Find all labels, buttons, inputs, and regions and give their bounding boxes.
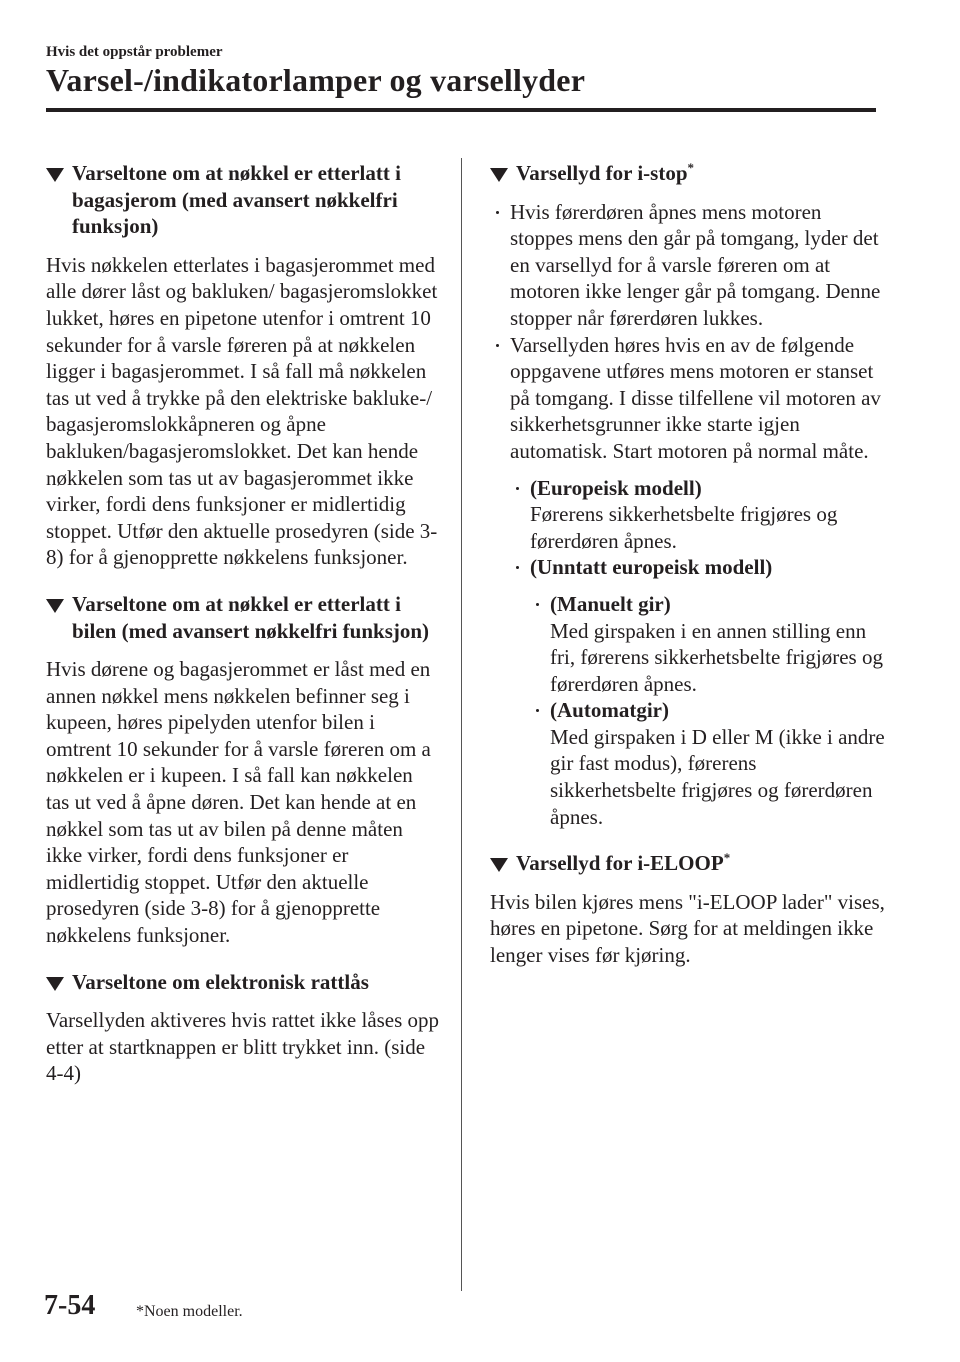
bullet-icon [516, 566, 519, 569]
footnote: *Noen modeller. [136, 1303, 243, 1320]
heading-key-left-in-car: Varseltone om at nøkkel er etterlatt i bilen (med avansert nøkkelfri funksjon) [46, 591, 441, 644]
footnote-mark: * [723, 850, 731, 866]
text-key-left-in-car: Hvis dørene og bagasjerommet er låst med en annen nøkkel mens nøkkelen befinner seg i kupeen, høres pipelyden utenfor bilen i omtrent 10 sekunder for å varsle føreren om a nøkkelen er i kupeen. I så fall kan nøkkelen tas ut ved å åpne døren. Det kan hende at en nøkkel som tas ut av bilen på denne måten ikke virker, fordi dens funksjoner er midlertidig stoppet. Utfør den aktuelle prosedyren (side 3-8) for å gjenopprette nøkkelens funksjoner. [46, 657, 431, 948]
i-stop-list [490, 199, 885, 465]
page-title: Varsel-/indikatorlamper og varsellyder [46, 62, 586, 98]
i-stop-sublist [510, 475, 885, 581]
list-item: Hvis førerdøren åpnes mens motoren stoppes mens den går på tomgang, lyder det en varsellyd for å varsle føreren om at motoren ikke lenger går på tomgang. Denne stopper når førerdøren lukkes. [490, 199, 885, 332]
bullet-icon [536, 709, 539, 712]
text-i-eloop: Hvis bilen kjøres mens "i-ELOOP lader" vises, høres en pipetone. Sørg for at meldingen ikke lenger vises før kjøring. [490, 889, 885, 968]
text-steering-lock: Varsellyden aktiveres hvis rattet ikke låses opp etter at startknappen er blitt trykket inn. (side 4-4) [46, 1008, 440, 1086]
heading-i-stop: Varsellyd for i-stop* [490, 160, 885, 187]
list-item: Varsellyden høres hvis en av de følgende oppgavene utføres mens motoren er stanset på tomgang. I disse tilfellene vil motoren av sikkerhetsgrunner ikke starte igjen automatisk. Start motoren på normal måte. [490, 332, 885, 465]
triangle-icon [490, 168, 508, 182]
list-item: (Unntatt europeisk modell) [510, 554, 885, 581]
bullet-icon [496, 211, 499, 214]
transmission-sublist [530, 591, 885, 830]
footnote-mark: * [687, 160, 695, 175]
list-item: (Manuelt gir) Med girspaken i en annen stilling enn fri, førerens sikkerhetsbelte frigjøres og førerdøren åpnes. [530, 591, 885, 697]
heading-key-left-in-trunk: Varseltone om at nøkkel er etterlatt i bagasjerom (med avansert nøkkelfri funksjon) [46, 160, 441, 240]
bullet-icon [516, 487, 519, 490]
section-kicker: Hvis det oppstår problemer [46, 44, 223, 60]
left-column [46, 160, 441, 1087]
bullet-icon [536, 603, 539, 606]
list-item: (Europeisk modell) Førerens sikkerhetsbelte frigjøres og førerdøren åpnes. [510, 475, 885, 555]
column-divider [461, 158, 462, 1291]
heading-i-eloop: Varsellyd for i-ELOOP* [490, 850, 885, 877]
text-key-left-in-trunk: Hvis nøkkelen etterlates i bagasjerommet med alle dører låst og bakluken/ bagasjeromslokket lukket, høres en pipetone utenfor i omtrent 10 sekunder for å varsle føreren på at nøkkelen ligger i bagasjerommet. I så fall må nøkkelen tas ut ved å trykke på den elektriske bakluke-/ bagasjeromslokkåpneren og åpne bakluken/bagasjeromslokket. Det kan hende nøkkelen som tas ut av bagasjerommet ikke virker, fordi dens funksjoner er midlertidig stoppet. Utfør den aktuelle prosedyren (side 3-8) for å gjenopprette nøkkelens funksjoner. [46, 252, 438, 570]
right-column [490, 160, 885, 969]
list-item: (Automatgir) Med girspaken i D eller M (ikke i andre gir fast modus), førerens sikkerhetsbelte frigjøres og førerdøren åpnes. [530, 697, 885, 830]
heading-steering-lock: Varseltone om elektronisk rattlås [46, 969, 441, 996]
triangle-icon [46, 168, 64, 182]
triangle-icon [46, 599, 64, 613]
title-rule [46, 108, 876, 112]
triangle-icon [490, 858, 508, 872]
triangle-icon [46, 977, 64, 991]
bullet-icon [496, 344, 499, 347]
page-number: 7-54 [44, 1290, 96, 1321]
